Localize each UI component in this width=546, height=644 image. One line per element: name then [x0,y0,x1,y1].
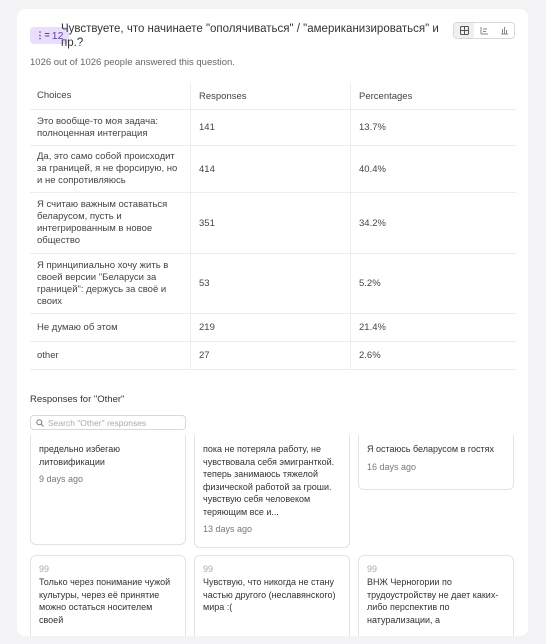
table-row [30,146,516,193]
responses-cell: 219 [190,314,350,341]
question-card [17,9,528,636]
table-row [30,342,516,370]
response-age: 9 days ago [39,474,84,484]
answered-count: 1026 out of 1026 people answered this question. [30,57,235,68]
results-table [30,83,516,370]
response-text: пока не потеряла работу, не чувствовала себя эмигранткой. теперь занимаюсь тяжелой физической работой за гроши. чувствую себя человеком теряющим все и... [203,444,335,517]
responses-cell: 27 [190,342,350,369]
table-row [30,193,516,254]
question-number: 12 [51,29,64,42]
percentage-cell: 21.4% [350,314,516,341]
table-row [30,254,516,314]
choice-cell: other [37,349,59,361]
choice-cell: Да, это само собой происходит за границей, я не форсирую, но и не сопротивляюсь [37,151,178,186]
quote-icon: 99 [367,564,378,574]
choice-cell: Я принципиально хочу жить в своей версии "Беларуси за границей": держусь за своё и своих [37,259,169,307]
response-text: Только через понимание чужой культуры, через её принятие можно остаться носителем своей [39,577,171,625]
list-view-icon[interactable] [474,23,494,38]
other-search-box [30,415,186,430]
header-choices: Choices [37,90,72,101]
response-card [358,555,514,636]
percentage-cell: 5.2% [350,254,516,313]
choice-cell: Не думаю об этом [37,321,118,333]
response-text: Я остаюсь беларусом в гостях [367,444,494,454]
responses-cell: 141 [190,110,350,145]
view-switcher [453,22,515,39]
responses-cell: 351 [190,193,350,253]
table-row [30,314,516,342]
percentage-cell: 13.7% [350,110,516,145]
response-card [194,555,350,636]
response-card [30,435,186,545]
header-responses: Responses [190,83,350,109]
response-text: ВНЖ Черногории по трудоустройству не дает каких-либо перспектив по натурализации, а [367,577,499,625]
table-header-row [30,83,516,110]
responses-cell: 414 [190,146,350,192]
other-responses-title: Responses for "Other" [30,394,125,405]
list-icon: ⋮= [35,30,50,40]
question-title: Чувствуете, что начинаете "ополячиваться" / "американизироваться" и пр.? [61,23,439,49]
quote-icon: 99 [39,564,50,574]
table-view-icon[interactable] [454,23,474,38]
response-text: предельно избегаю литовификации [39,444,121,467]
response-age: 13 days ago [203,524,253,534]
search-icon [36,419,44,427]
bar-chart-icon[interactable] [494,23,514,38]
response-card [30,555,186,636]
response-text: Чувствую, что никогда не стану частью другого (неславянского) мира :( [203,577,336,612]
response-card [194,435,350,548]
quote-icon: 99 [203,564,214,574]
percentage-cell: 2.6% [350,342,516,369]
search-input[interactable] [48,418,178,428]
response-card [358,435,514,490]
choice-cell: Это вообще-то моя задача: полноценная интеграция [37,115,158,139]
responses-cell: 53 [190,254,350,313]
choice-cell: Я считаю важным оставаться беларусом, пусть и интегрированным в новое общество [37,199,168,246]
table-row [30,110,516,146]
percentage-cell: 34.2% [350,193,516,253]
percentage-cell: 40.4% [350,146,516,192]
response-age: 16 days ago [367,461,417,472]
header-percentages: Percentages [350,83,516,109]
